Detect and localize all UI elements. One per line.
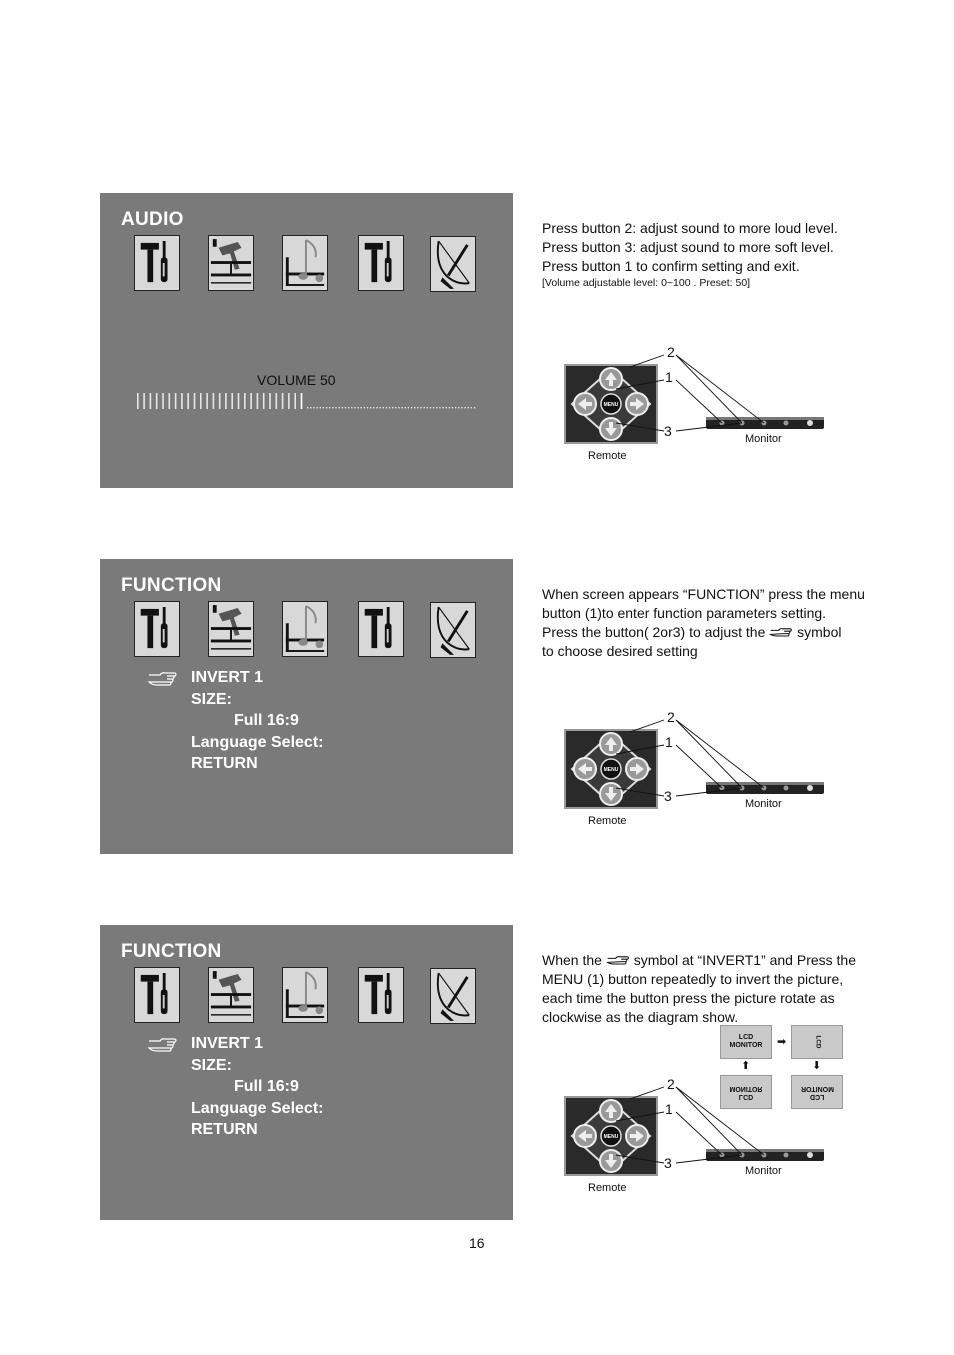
remote-button-up[interactable] [600,368,622,390]
menu-value-size: Full 16:9 [234,1078,299,1095]
pointing-hand-icon [147,1035,177,1053]
volume-tick-filled [143,393,145,409]
svg-text:2: 2 [667,344,675,360]
volume-tick-empty [326,407,327,408]
music-note-icon[interactable] [282,601,328,657]
remote-button-down[interactable] [600,1150,622,1172]
volume-tick-empty [471,407,472,408]
remote-button-down[interactable] [600,783,622,805]
menu-icon-row [134,235,479,295]
volume-tick-empty [414,407,415,408]
svg-text:Monitor: Monitor [745,1165,782,1177]
desc-line: When screen appears “FUNCTION” press the menu [542,586,865,602]
remote-button-right[interactable] [626,1125,648,1147]
volume-tick-empty [310,407,311,408]
music-note-icon[interactable] [282,235,328,291]
volume-label: VOLUME 50 [257,372,336,388]
volume-tick-empty [354,407,355,408]
function-menu-screen [100,925,513,1220]
volume-tick-empty [395,407,396,408]
music-note-icon[interactable] [282,967,328,1023]
volume-tick-empty [345,407,346,408]
volume-tick-empty [379,407,380,408]
remote-control [565,1097,657,1175]
volume-tick-empty [383,407,384,408]
svg-text:3: 3 [664,423,672,439]
volume-tick-empty [442,407,443,408]
volume-tick-filled [250,393,252,409]
audio-description [542,219,838,290]
volume-tick-empty [335,407,336,408]
menu-item-size[interactable]: SIZE: [191,1056,232,1074]
volume-tick-filled [169,393,171,409]
volume-tick-empty [439,407,440,408]
remote-button-up[interactable] [600,733,622,755]
desc-note: [Volume adjustable level: 0~100 . Preset: 50] [542,277,751,289]
volume-tick-filled [187,393,189,409]
rotation-state-normal [720,1025,772,1059]
volume-tick-empty [313,407,314,408]
monitor-panel [706,1149,824,1161]
volume-tick-filled [194,393,196,409]
hammer-screwdriver-icon[interactable] [358,601,404,657]
volume-tick-empty [436,407,437,408]
volume-tick-empty [474,407,475,408]
volume-tick-filled [213,393,215,409]
volume-tick-empty [417,407,418,408]
desc-text: symbol [797,624,842,640]
menu-item-language[interactable]: Language Select: [191,733,324,751]
svg-text:3: 3 [664,1155,672,1171]
invert-description [542,951,856,1027]
hammer-screwdriver-icon[interactable] [134,967,180,1023]
remote-monitor-diagram [560,345,840,465]
volume-tick-empty [342,407,343,408]
pointing-hand-icon [147,669,177,687]
volume-tick-empty [408,407,409,408]
arrow-up-icon: ⬆ [741,1060,751,1072]
volume-tick-empty [461,407,462,408]
volume-tick-filled [231,393,233,409]
volume-tick-empty [357,407,358,408]
desc-line: each time the button press the picture rotate as [542,990,835,1006]
svg-text:Remote: Remote [588,1182,627,1194]
desc-line: Press button 3: adjust sound to more soft level. [542,239,834,255]
rotation-label: LCD [738,1093,754,1100]
menu-icon-row [134,601,479,661]
volume-tick-filled [225,393,227,409]
menu-item-language[interactable]: Language Select: [191,1099,324,1117]
volume-tick-empty [323,407,324,408]
hammer-ruler-icon[interactable] [208,601,254,657]
rotation-label: MONITOR [729,1042,763,1049]
satellite-dish-icon[interactable] [430,602,476,658]
hammer-screwdriver-icon[interactable] [358,967,404,1023]
menu-item-return[interactable]: RETURN [191,755,258,772]
function-menu-list [191,667,323,775]
pointing-hand-icon [769,626,793,638]
volume-tick-filled [238,393,240,409]
volume-tick-filled [200,393,202,409]
remote-button-left[interactable] [574,1125,596,1147]
svg-text:1: 1 [665,1101,673,1117]
volume-tick-empty [455,407,456,408]
menu-item-return[interactable]: RETURN [191,1121,258,1138]
remote-button-left[interactable] [574,393,596,415]
volume-tick-empty [364,407,365,408]
volume-tick-empty [401,407,402,408]
volume-tick-empty [433,407,434,408]
volume-tick-empty [348,407,349,408]
volume-tick-filled [301,393,303,409]
remote-button-down[interactable] [600,418,622,440]
volume-tick-empty [370,407,371,408]
svg-text:1: 1 [665,369,673,385]
volume-tick-empty [320,407,321,408]
volume-tick-empty [332,407,333,408]
satellite-dish-icon[interactable] [430,968,476,1024]
volume-bar [136,391,476,411]
rotation-label: LCD [814,1035,821,1049]
volume-tick-empty [367,407,368,408]
desc-line: clockwise as the diagram show. [542,1009,739,1025]
rotation-label: MONITOR [729,1085,763,1092]
desc-line [542,951,856,970]
svg-text:3: 3 [664,788,672,804]
volume-tick-empty [307,407,308,408]
volume-tick-filled [162,393,164,409]
volume-tick-empty [351,407,352,408]
svg-text:MENU: MENU [603,402,619,408]
volume-tick-empty [464,407,465,408]
hammer-screwdriver-icon[interactable] [358,235,404,291]
volume-tick-empty [449,407,450,408]
volume-tick-filled [263,393,265,409]
rotation-label: MONITOR [800,1085,834,1092]
svg-text:MENU: MENU [603,1134,619,1140]
volume-tick-filled [276,393,278,409]
volume-tick-empty [392,407,393,408]
svg-text:Monitor: Monitor [745,433,782,445]
remote-button-up[interactable] [600,1100,622,1122]
volume-tick-empty [376,407,377,408]
hammer-ruler-icon[interactable] [208,967,254,1023]
menu-item-invert[interactable]: INVERT 1 [191,669,264,686]
svg-text:Monitor: Monitor [745,798,782,810]
volume-tick-filled [137,393,139,409]
volume-tick-empty [389,407,390,408]
volume-tick-filled [219,393,221,409]
desc-text: Press the button( 2or3) to adjust the [542,624,766,640]
volume-tick-empty [411,407,412,408]
volume-tick-filled [282,393,284,409]
audio-menu-screen [100,193,513,488]
remote-button-left[interactable] [574,758,596,780]
volume-tick-empty [339,407,340,408]
remote-button-menu[interactable] [601,1126,621,1146]
remote-button-menu[interactable] [601,759,621,779]
hammer-screwdriver-icon[interactable] [134,235,180,291]
volume-tick-empty [329,407,330,408]
desc-line [542,623,865,642]
menu-icon-row [134,967,479,1027]
desc-line: Press button 2: adjust sound to more loud level. [542,220,838,236]
monitor-panel [706,782,824,794]
volume-tick-filled [257,393,259,409]
function-menu-list [191,1033,323,1141]
svg-text:Remote: Remote [588,815,627,827]
volume-tick-filled [181,393,183,409]
volume-tick-empty [458,407,459,408]
volume-tick-empty [373,407,374,408]
desc-text: symbol at “INVERT1” and Press the [633,952,856,968]
remote-monitor-diagram [560,1077,840,1197]
volume-tick-filled [288,393,290,409]
volume-tick-empty [430,407,431,408]
volume-tick-empty [361,407,362,408]
remote-monitor-diagram [560,710,840,830]
panel-title: FUNCTION [121,941,222,962]
satellite-dish-icon[interactable] [430,236,476,292]
volume-tick-empty [405,407,406,408]
desc-line: MENU (1) button repeatedly to invert the picture, [542,971,844,987]
panel-title: FUNCTION [121,575,222,596]
remote-button-right[interactable] [626,758,648,780]
volume-tick-filled [269,393,271,409]
rotation-label: LCD [809,1093,825,1100]
volume-tick-filled [156,393,158,409]
remote-button-menu[interactable] [601,394,621,414]
function-menu-screen [100,559,513,854]
rotation-state-rotated-90 [791,1025,843,1059]
volume-tick-empty [427,407,428,408]
desc-line: Press button 1 to confirm setting and exit. [542,258,800,274]
volume-tick-empty [446,407,447,408]
arrow-down-icon: ⬇ [812,1060,822,1072]
function-description [542,585,865,661]
volume-tick-filled [244,393,246,409]
hammer-ruler-icon[interactable] [208,235,254,291]
arrow-right-icon: ➡ [777,1036,787,1048]
remote-control [565,730,657,808]
volume-tick-empty [398,407,399,408]
svg-text:2: 2 [667,709,675,725]
volume-tick-empty [386,407,387,408]
volume-tick-filled [294,393,296,409]
volume-tick-empty [452,407,453,408]
desc-line: to choose desired setting [542,643,698,659]
menu-item-size[interactable]: SIZE: [191,690,232,708]
menu-value-size: Full 16:9 [234,712,299,729]
monitor-panel [706,417,824,429]
volume-tick-empty [468,407,469,408]
svg-text:1: 1 [665,734,673,750]
remote-control [565,365,657,443]
volume-tick-empty [316,407,317,408]
svg-text:Remote: Remote [588,450,627,462]
volume-tick-filled [175,393,177,409]
remote-button-right[interactable] [626,393,648,415]
volume-tick-filled [150,393,152,409]
page-number: 16 [469,1235,485,1251]
panel-title: AUDIO [121,209,184,230]
desc-line: button (1)to enter function parameters setting. [542,605,827,621]
rotation-label: LCD [738,1034,754,1041]
menu-item-invert[interactable]: INVERT 1 [191,1035,264,1052]
pointing-hand-icon [606,954,630,966]
svg-text:2: 2 [667,1076,675,1092]
volume-tick-empty [424,407,425,408]
volume-tick-empty [420,407,421,408]
hammer-screwdriver-icon[interactable] [134,601,180,657]
volume-tick-filled [206,393,208,409]
svg-text:MENU: MENU [603,767,619,773]
desc-text: When the [542,952,602,968]
